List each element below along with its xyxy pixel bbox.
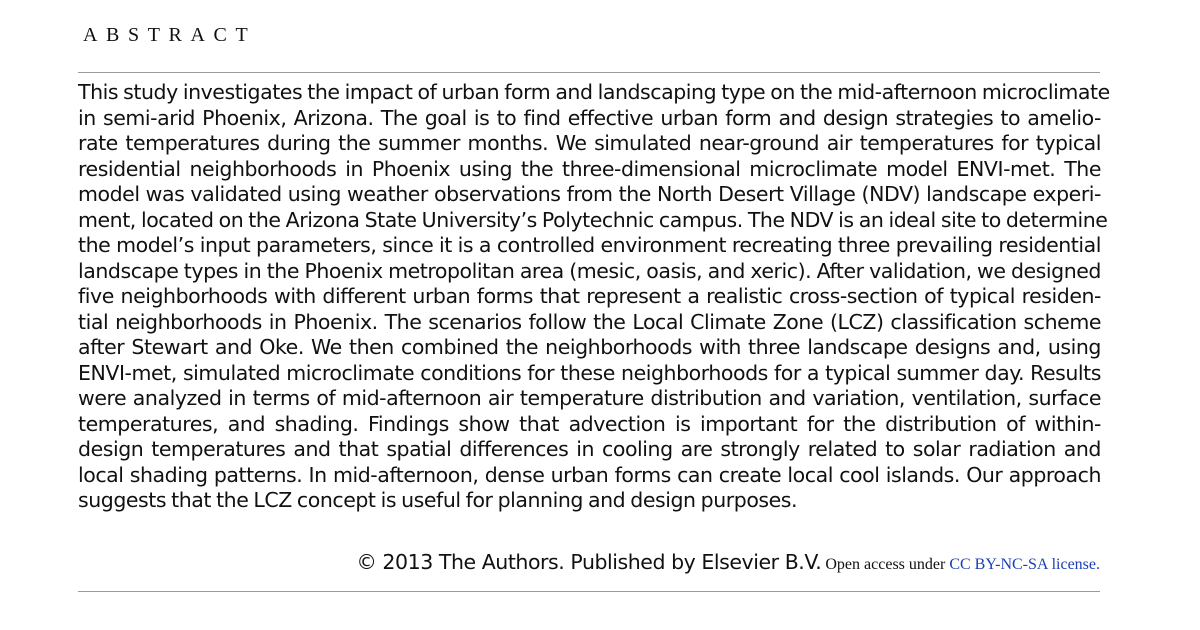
abstract-line: landscape types in the Phoenix metropolitan area (mesic, oasis, and xeric). After validation, we designed bbox=[78, 258, 1101, 283]
copyright-line bbox=[356, 547, 1100, 580]
open-access-prefix: Open access under bbox=[825, 556, 946, 573]
abstract-line: the model’s input parameters, since it is a controlled environment recreating three prevailing residential bbox=[78, 233, 1101, 257]
abstract-body bbox=[78, 80, 1110, 514]
abstract-line: in semi-arid Phoenix, Arizona. The goal is to find effective urban form and design strategies to amelio- bbox=[78, 105, 1101, 130]
abstract-line: ENVI-met, simulated microclimate conditions for these neighborhoods for a typical summer day. Results bbox=[78, 360, 1101, 385]
license-link[interactable]: CC BY-NC-SA license. bbox=[949, 556, 1100, 573]
abstract-line: model was validated using weather observations from the North Desert Village (NDV) landscape experi- bbox=[78, 182, 1101, 206]
abstract-heading: ABSTRACT bbox=[83, 24, 257, 46]
abstract-line: design temperatures and that spatial differences in cooling are strongly related to solar radiation and bbox=[78, 437, 1101, 461]
abstract-line-last: suggests that the LCZ concept is useful for planning and design purposes. bbox=[78, 488, 798, 512]
abstract-line: temperatures, and shading. Findings show that advection is important for the distribution of within- bbox=[78, 411, 1101, 436]
bottom-divider bbox=[78, 591, 1100, 592]
copyright-text: © 2013 The Authors. Published by Elsevier B.V. bbox=[356, 550, 822, 574]
abstract-line: were analyzed in terms of mid-afternoon air temperature distribution and variation, ventilation, surface bbox=[78, 386, 1101, 410]
abstract-line: This study investigates the impact of urban form and landscaping type on the mid-afternoon microclimate bbox=[78, 80, 1110, 104]
abstract-line: residential neighborhoods in Phoenix using the three-dimensional microclimate model ENVI-met. The bbox=[78, 156, 1101, 181]
abstract-line: five neighborhoods with different urban forms that represent a realistic cross-section of typical residen- bbox=[78, 284, 1101, 308]
top-divider bbox=[78, 72, 1100, 73]
abstract-line: ment, located on the Arizona State University’s Polytechnic campus. The NDV is an ideal site to determine bbox=[78, 207, 1108, 232]
abstract-line: local shading patterns. In mid-afternoon, dense urban forms can create local cool islands. Our approach bbox=[78, 462, 1101, 487]
abstract-line: after Stewart and Oke. We then combined the neighborhoods with three landscape designs and, using bbox=[78, 335, 1101, 359]
abstract-line: tial neighborhoods in Phoenix. The scenarios follow the Local Climate Zone (LCZ) classification scheme bbox=[78, 309, 1101, 334]
abstract-line: rate temperatures during the summer months. We simulated near-ground air temperatures for typical bbox=[78, 131, 1101, 155]
